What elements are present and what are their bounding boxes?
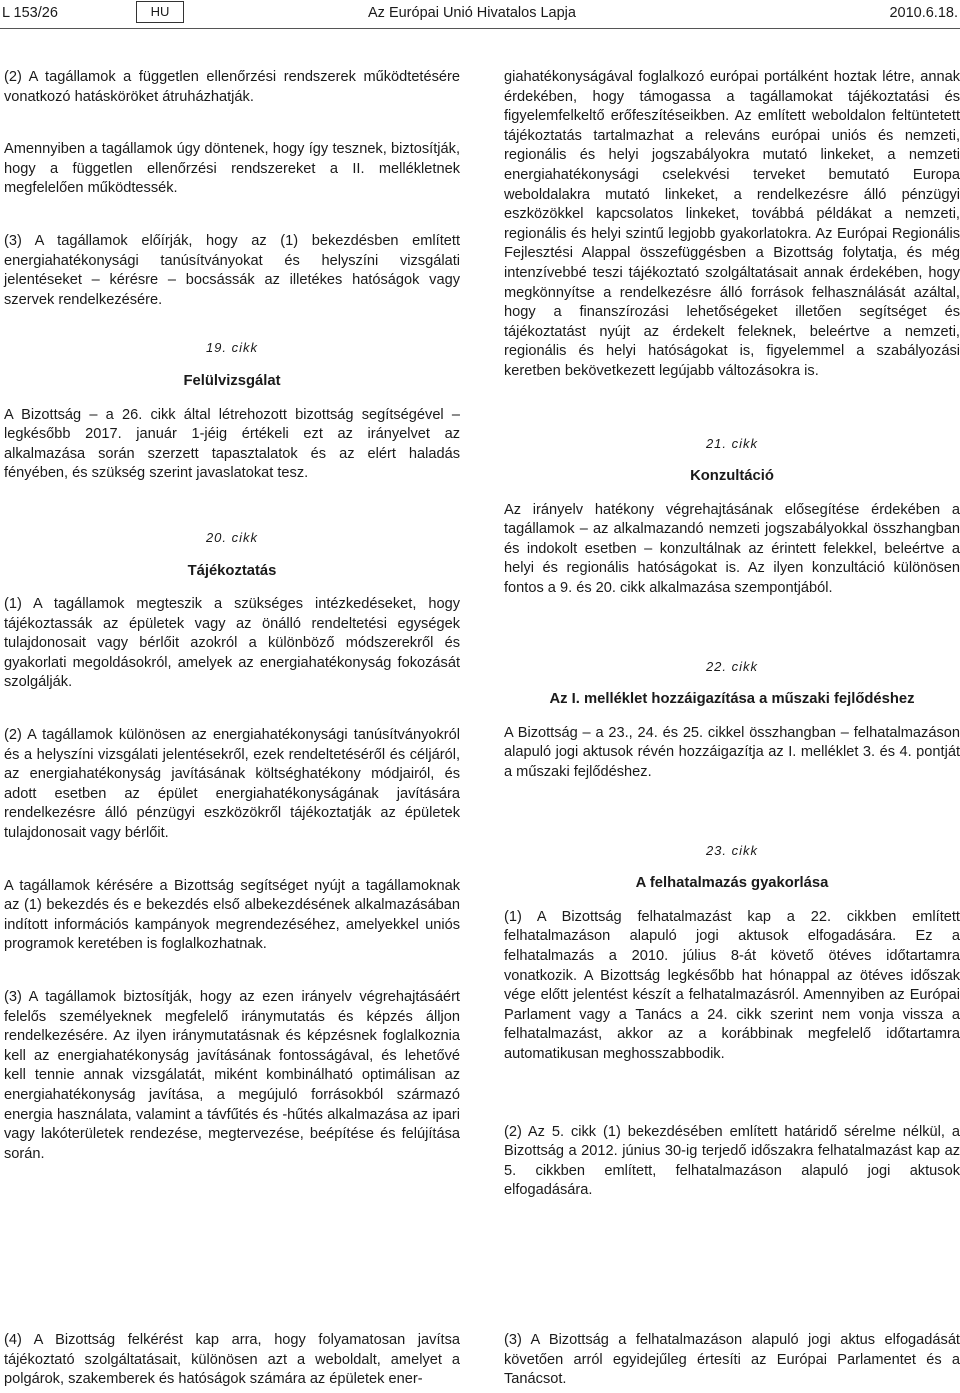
article-number: 19. cikk (205, 340, 259, 356)
article-title: Konzultáció (690, 468, 774, 485)
article-title: Tájékoztatás (187, 562, 277, 579)
paragraph: A Bizottság – a 23., 24. és 25. cikkel összhangban – felhatalmazáson alapuló jogi aktusok révén hozzáigazítja az I. melléklet 3. és 4. pontját a műszaki fejlődéshez. (504, 724, 960, 781)
footer-paragraph-right: (3) A Bizottság a felhatalmazáson alapuló jogi aktus elfogadását követően arról egyidejűleg értesíti az Európai Parlamentet és a Tanácsot. (504, 1332, 960, 1388)
article-title: A felhatalmazás gyakorlása (635, 875, 829, 892)
article-title: Felülvizsgálat (183, 372, 281, 389)
paragraph: (2) A tagállamok különösen az energiahatékonysági tanúsítványokról és a helyszíni vizsgálati jelentésekről, ezek rendeltetéséről és céljáról, az energiahatékonyság javításának költséghatékony módjairól, és adott esetben az épület energiahatékonyságának javítására rendelkezésre álló pénzügyi eszközökről tájékoztatják az épületek tulajdonosait vagy bérlőit. (4, 727, 460, 842)
left-column (4, 68, 460, 1164)
paragraph: (2) A tagállamok a független ellenőrzési rendszerek működtetésére vonatkozó hatásköröket átruházhatják. (4, 69, 460, 105)
language-badge: HU (136, 1, 184, 23)
footer-paragraph-left: (4) A Bizottság felkérést kap arra, hogy folyamatosan javítsa tájékoztató szolgáltatásait, különösen azt a weboldalt, amelyet a polgárok, szakemberek és hatóságok számára az épületek ener- (4, 1332, 460, 1388)
paragraph: A tagállamok kérésére a Bizottság segítséget nyújt a tagállamoknak az (1) bekezdés és e bekezdés első albekezdésének alkalmazásában indított információs kampányok megrendezéséhez, amelyekkel uniós programok keretében is foglalkozhatnak. (4, 877, 460, 953)
article-number: 22. cikk (705, 658, 759, 674)
paragraph: giahatékonyságával foglalkozó európai portálként hoztak létre, annak érdekében, hogy támogassa a tagállamokat tájékoztatási és figyelemfelkeltő erőfeszítéseikben. Az említett weboldalon feltüntetett tájékoztatás tartalmazhat a releváns európai uniós és nemzeti, regionális és helyi jogszabályokra mutató linkeket, a nemzeti energiahatékonysági cselekvési terveket bemutató Europa weboldalakra mutató linkeket, a rendelkezésre álló pénzügyi eszközökkel kapcsolatos linkeket, továbbá példákat a nemzeti, regionális és helyi szintű legjobb gyakorlatokra. Az Európai Regionális Fejlesztési Alappal összefüggésben a Bizottság folytatja, és még intenzívebbé teszi tájékoztató szolgáltatásait annak érdekében, hogy megkönnyítse a rendelkezésre álló források felhasználását azáltal, hogy a finanszírozási lehetőségeket illetően segítséget és tájékoztatást nyújt az érdekelt feleknek, beleértve a nemzeti, regionális és helyi hatóságokat is, figyelemmel a szabályozási keretben bekövetkezett legújabb változásokra is. (504, 69, 960, 379)
paragraph: (2) Az 5. cikk (1) bekezdésében említett határidő sérelme nélkül, a Bizottság a 2012. június 30-ig terjedő időszakra felhatalmazást kap az 5. cikkben említett, felhatalmazáson alapuló jogi aktusok elfogadására. (504, 1123, 960, 1199)
article-number: 21. cikk (705, 435, 759, 451)
page-reference: L 153/26 (2, 5, 58, 21)
right-column (504, 68, 960, 1201)
paragraph: A Bizottság – a 26. cikk által létrehozott bizottság segítségével – legkésőbb 2017. január 1-jéig értékeli ezt az irányelvet az alkalmazása során szerzett tapasztalatok és az elért haladás fényében, és szükség szerint javaslatokat tesz. (4, 406, 460, 482)
header-divider (0, 28, 960, 29)
paragraph: (1) A tagállamok megteszik a szükséges intézkedéseket, hogy tájékoztassák az épületek vagy az önálló rendeltetési egységek tulajdonosait vagy bérlőit azokról a különböző módszerekről és gyakorlati megoldásokról, amelyek az energiahatékonyság fokozását szolgálják. (4, 596, 460, 691)
article-number: 20. cikk (205, 529, 259, 545)
page-header (0, 0, 960, 26)
journal-title: Az Európai Unió Hivatalos Lapja (368, 5, 576, 21)
paragraph: Amennyiben a tagállamok úgy döntenek, hogy így tesznek, biztosítják, hogy a független ellenőrzési rendszereket a II. mellékletnek megfelelően működtessék. (4, 141, 460, 197)
paragraph: Az irányelv hatékony végrehajtásának elősegítése érdekében a tagállamok – az alkalmazandó nemzeti jogszabályokkal összhangban és indokolt esetben – konzultálnak az érintett felekkel, beleértve a helyi és regionális hatóságokat is. Az ilyen konzultáció különösen fontos a 9. és 20. cikk alkalmazása szempontjából. (504, 501, 960, 597)
publication-date: 2010.6.18. (889, 5, 958, 21)
article-number: 23. cikk (705, 842, 759, 858)
paragraph: (3) A tagállamok biztosítják, hogy az ezen irányelv végrehajtásáért felelős személyeknek megfelelő iránymutatás és képzés álljon rendelkezésére. Az ilyen iránymutatásnak és képzésnek foglalkoznia kell az energiahatékonyság javításának fontosságával, és lehetővé kell tennie annak vizsgálatát, miként kombinálható optimálisan az energiahatékonyság javítása, a megújuló forrásokból származó energia használata, valamint a távfűtés és -hűtés alkalmazása az ipari vagy lakóterületek rendezése, megtervezése, beépítése és felújítása során. (4, 989, 460, 1162)
paragraph: (1) A Bizottság felhatalmazást kap a 22. cikkben említett felhatalmazáson alapuló jogi aktusok elfogadására. Ez a felhatalmazás a 2010. július 8-át követő ötéves időtartamra vonatkozik. A Bizottság legkésőbb hat hónappal az ötéves időszak vége előtt jelentést készít a felhatalmazásról. Amennyiben az Európai Parlament vagy a Tanács a 24. cikk szerint nem vonja vissza a felhatalmazást, akkor az a korábbinak megfelelő időtartamra automatikusan meghosszabbodik. (504, 908, 960, 1062)
paragraph: (3) A tagállamok előírják, hogy az (1) bekezdésben említett energiahatékonysági tanúsítványokat és helyszíni vizsgálati jelentéseket – kérésre – bocsássák az illetékes hatóságok vagy szervek rendelkezésére. (4, 232, 460, 308)
article-title: Az I. melléklet hozzáigazítása a műszaki fejlődéshez (549, 691, 915, 708)
